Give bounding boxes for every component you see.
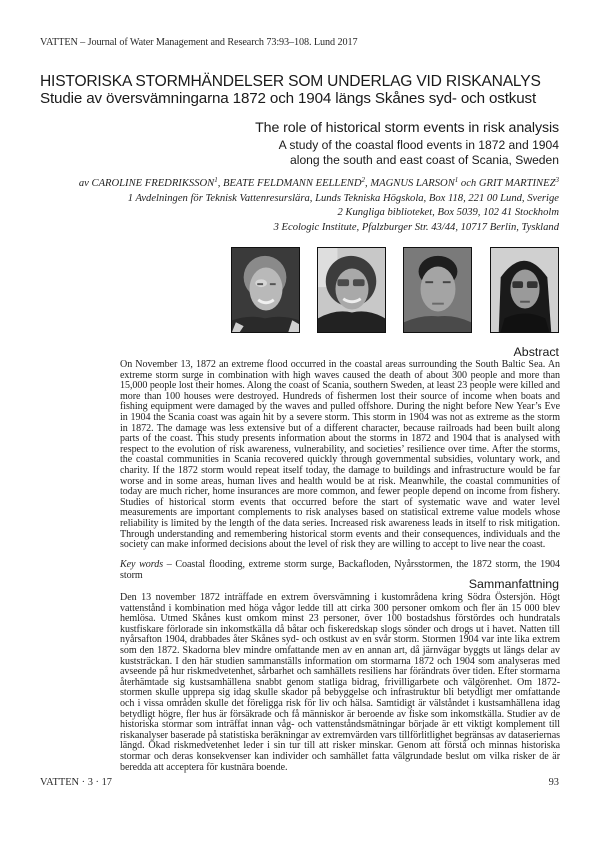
affiliation-marker: 3 xyxy=(555,176,559,184)
author-photo xyxy=(231,247,300,333)
author-photos xyxy=(231,247,561,333)
author-block xyxy=(79,177,559,235)
article-title: HISTORISKA STORMHÄNDELSER SOM UNDERLAG VID RISKANALYS xyxy=(40,73,541,90)
english-subtitle-line: along the south and east coast of Scania, Sweden xyxy=(290,153,559,167)
author-photo xyxy=(317,247,386,333)
keywords-label: Key words xyxy=(120,559,164,570)
affiliation: 2 Kungliga biblioteket, Box 5039, 102 41 Stockholm xyxy=(337,207,559,218)
page-number: 93 xyxy=(548,777,559,788)
author-name: BEATE FELDMANN EELLEND xyxy=(223,178,362,189)
affiliation: 1 Avdelningen för Teknisk Vattenresurslära, Lunds Tekniska Högskola, Box 118, 221 00 Lund, Sverige xyxy=(127,192,559,204)
english-title: The role of historical storm events in risk analysis xyxy=(255,120,559,136)
affiliation-marker: 1 xyxy=(214,176,218,184)
abstract-text: On November 13, 1872 an extreme flood occurred in the coastal areas surrounding the South Baltic Sea. An extreme storm surge in combination with high waves caused the death of about 300 people and more than 15,000 people lost their homes. Along the coast of Scania, southern Sweden, at least 23 people were killed and more than 100 houses were destroyed. Hundreds of fishermen lost their source of income when boats and fishing equipment were damaged by the waves and pulled offshore. During the night before New Year’s Eve in 1904 the Scania coast was again hit by a severe storm. This storm in 1904 was not as extreme as the storm in 1872. The damage was less extensive but of a different character, because railroads had been built along parts of the coast. This study presents information about the storms in 1872 and 1904 that is analysed with respect to the evolution of risk awareness, vulnerability, and societies’ resilience over time. After the storms, the coastal communities in Scania recovered quickly through governmental subsidies, voluntary work, and charity. If the 1872 storm would repeat itself today, the damage to buildings and infrastructure would be far worse and in some areas, human lives and health would be at risk. Meanwhile, the coastal communities of today are much richer, home insurances are more common, and fewer people depend on income from fishery. Studies of historical storm events that occurred before the start of systematic wave and water level measurements are important complements to risk analyses based on statistical extreme value models whose reliability is limited by the length of the data series. Increased risk awareness leads in itself to risk mitigation. Through understanding and remembering historical storm events and their consequences, individuals and the society can make informed decisions about the level of risk they are willing to accept to live near the coast. xyxy=(120,359,560,551)
author-prefix: av xyxy=(78,178,89,189)
author-photo xyxy=(403,247,472,333)
running-header: VATTEN – Journal of Water Management and Research 73:93–108. Lund 2017 xyxy=(40,37,358,48)
author-name: GRIT MARTINEZ xyxy=(478,178,556,189)
author-separator: , xyxy=(217,178,223,189)
summary-heading: Sammanfattning xyxy=(468,577,559,591)
keywords-list: – Coastal flooding, extreme storm surge, Backafloden, Nyårsstormen, the 1872 storm, the 1904 storm xyxy=(120,559,560,581)
author-name: MAGNUS LARSON xyxy=(370,178,455,189)
affiliation: 3 Ecologic Institute, Pfalzburger Str. 43/44, 10717 Berlin, Tyskland xyxy=(273,221,559,233)
portrait-image xyxy=(404,248,471,332)
english-subtitle-line: A study of the coastal flood events in 1872 and 1904 xyxy=(278,138,559,152)
portrait-image xyxy=(232,248,299,332)
article-subtitle: Studie av översvämningarna 1872 och 1904 längs Skånes syd- och ostkust xyxy=(40,90,537,107)
affiliation-marker: 1 xyxy=(454,176,459,184)
author-separator: , xyxy=(365,178,371,189)
summary-text: Den 13 november 1872 inträffade en extrem översvämning i kustområdena kring Södra Östersjön. Högt vattenstånd i kombination med höga vågor ledde till att cirka 300 personer omkom och fler än 15 000 blev hemlösa. Utmed Skånes kust omkom minst 23 personer, över 100 bostadshus förstördes och hundratals kustfiskare förlorade sin inkomstkälla då båtar och fiskeredskap slogs sönder och drogs ut i havet. Natten till nyårsafton 1904, drabbades åter Skånes syd- och ostkust av en svår storm. Stormen 1904 var inte lika extrem som den 1872. Skadorna blev mindre omfattande men av en annan art, då järnvägar byggts ut längs delar av kuststräckan. I den här studien sammanställs information om stormarna 1872 och 1904 som analyseras med avseende på hur riskmedvetenhet, sårbarhet och samhällets resiliens har förändrats över tiden. Efter stormarna återhämtade sig kustsamhällena snabbt genom statliga bidrag, frivilligarbete och välgörenhet. Om 1872-stormen skulle upprepa sig idag skulle skador på bebyggelse och infrastruktur bli betydligt mer omfattande och i vissa områden skulle det föreligga risk för liv och hälsa. Samtidigt är välståndet i kustsamhällena idag betydligt högre, fler hus är försäkrade och få människor är beroende av fiske som inkomstkälla. Studier av de historiska stormar som inträffat innan våg- och vattenståndsmätningar började är ett viktigt komplement till riskanalyser baserade på statistiska beräkningar av extremvärden vars tillförlitlighet begränsas av dataseriernas längd. Ökad riskmedvetenhet leder i sin tur till att risker minskar. Genom att förstå och minnas historiska stormar och deras konsekvenser kan individer och samhället fatta välgrundade beslut om vilka risker de är beredda att acceptera för kustnära boende. xyxy=(120,592,560,773)
author-name: CAROLINE FREDRIKSSON xyxy=(91,178,215,189)
author-line xyxy=(79,177,559,192)
author-photo xyxy=(490,247,559,333)
footer-journal-issue: VATTEN · 3 · 17 xyxy=(40,777,112,788)
portrait-image xyxy=(318,248,385,332)
author-separator: och xyxy=(458,178,479,189)
portrait-image xyxy=(491,248,558,332)
affiliation-marker: 2 xyxy=(361,176,366,184)
abstract-heading: Abstract xyxy=(513,345,559,359)
english-subtitle xyxy=(279,138,559,168)
